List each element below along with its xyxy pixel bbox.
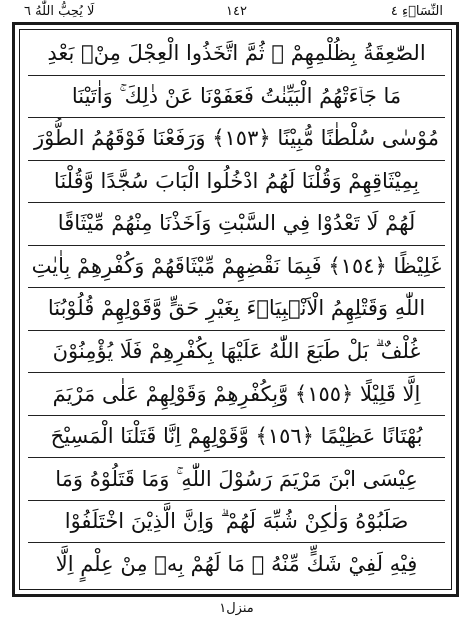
text-line: غَلِيْظًا ﴿١٥٤﴾ فَبِمَا نَقْضِهِمْ مِّيْثَاقَهُمْ وَكُفْرِهِمْ بِاٰيٰتِ xyxy=(28,246,445,289)
text-line: لَهُمْ لَا تَعْدُوْا فِي السَّبْتِ وَاَخَذْنَا مِنْهُمْ مِّيْثَاقًا xyxy=(28,203,445,246)
text-line: الصّٰعِقَةُ بِظُلْمِهِمْ ۚ ثُمَّ اتَّخَذُوا الْعِجْلَ مِنْۢ بَعْدِ xyxy=(28,33,445,76)
page-number: ١٤٢ xyxy=(226,4,247,19)
text-line: عِيْسَى ابْنَ مَرْيَمَ رَسُوْلَ اللّٰهِ ۚ وَمَا قَتَلُوْهُ وَمَا xyxy=(28,458,445,501)
text-line: فِيْهِ لَفِيْ شَكٍّ مِّنْهُ ۗ مَا لَهُمْ بِهٖ مِنْ عِلْمٍ اِلَّا xyxy=(55,551,418,576)
text-line: بُهْتَانًا عَظِيْمًا ﴿١٥٦﴾ وَّقَوْلِهِمْ اِنَّا قَتَلْنَا الْمَسِيْحَ xyxy=(28,416,445,459)
text-line: غُلْفٌ ۗ بَلْ طَبَعَ اللّٰهُ عَلَيْهَا بِكُفْرِهِمْ فَلَا يُؤْمِنُوْنَ xyxy=(28,331,445,374)
page-header xyxy=(0,2,473,24)
surah-name: النِّسَاۤءِ ٤ xyxy=(390,4,443,19)
text-line: بِمِيْثَاقِهِمْ وَقُلْنَا لَهُمُ ادْخُلُوا الْبَابَ سُجَّدًا وَّقُلْنَا xyxy=(28,161,445,204)
text-line: مُوْسٰى سُلْطٰنًا مُّبِيْنًا ﴿١٥٣﴾ وَرَفَعْنَا فَوْقَهُمُ الطُّوْرَ xyxy=(28,118,445,161)
quran-text-block xyxy=(28,33,445,585)
text-line: اللّٰهِ وَقَتْلِهِمُ الْاَنْۢبِيَاۤءَ بِغَيْرِ حَقٍّ وَّقَوْلِهِمْ قُلُوْبُنَا xyxy=(28,288,445,331)
text-line: اِلَّا قَلِيْلًا ﴿١٥٥﴾ وَّبِكُفْرِهِمْ وَقَوْلِهِمْ عَلٰى مَرْيَمَ xyxy=(28,373,445,416)
text-line: صَلَبُوْهُ وَلٰكِنْ شُبِّهَ لَهُمْ ۗ وَاِنَّ الَّذِيْنَ اخْتَلَفُوْا xyxy=(28,501,445,544)
manzil-marker: منزل١ xyxy=(219,601,254,616)
juz-name: لَا يُحِبُّ اللّٰهُ ٦ xyxy=(24,4,95,19)
text-line: مَا جَاۤءَتْهُمُ الْبَيِّنٰتُ فَعَفَوْنَا عَنْ ذٰلِكَ ۚ وَاٰتَيْنَا xyxy=(28,76,445,119)
